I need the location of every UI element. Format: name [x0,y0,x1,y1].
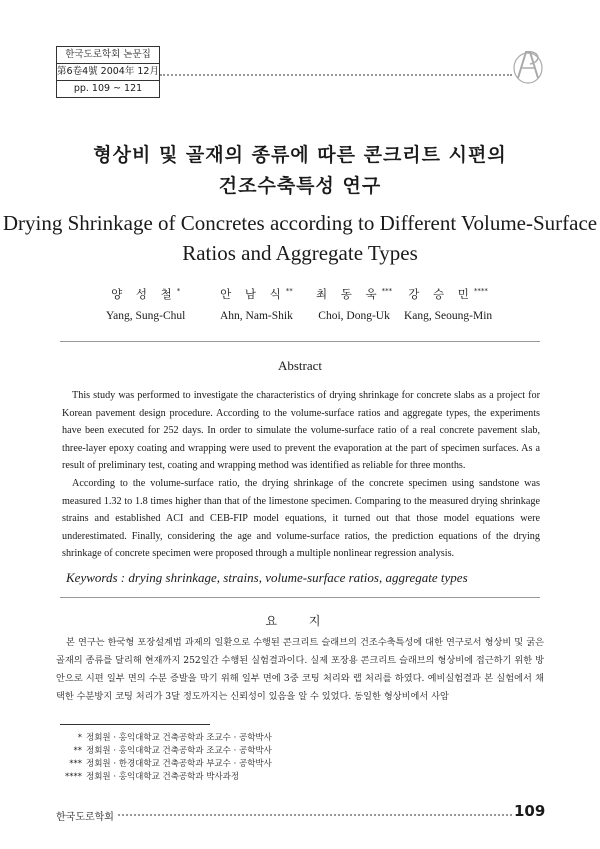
header-dotted-rule [160,74,512,76]
footnote [60,771,272,784]
journal-name: 한국도로학회 논문집 [57,47,159,64]
footer-society: 한국도로학회 [56,812,114,823]
author-english-name: Yang, Sung-Chul [106,310,186,322]
english-title-line-2: Ratios and Aggregate Types [182,241,418,265]
footnote-rule [60,724,210,725]
author-korean-name: 양 성 철 [111,287,177,301]
summary-paragraph: 본 연구는 한국형 포장설계법 과제의 일환으로 수행된 콘크리트 슬래브의 건조수축특성에 대한 연구로서 형상비 및 굵은 골재의 종류를 달리해 현재까지 252일간 수행된 실험결과이다. 실제 포장용 콘크리트 슬래브의 형상비에 접근하기 위한 방안으로 시편 일부 면의 수분 증발을 막기 위해 일부 면에 3중 코팅 처리와 랩 처리를 하였다. 예비실험결과 본 실험에서 채택한 수분방지 코팅 처리가 3달 정도까지는 신뢰성이 있음을 알 수 있었다. 동일한 형상비에서 사암 [56,637,544,702]
english-title [0,208,600,268]
abstract-bottom-rule [60,597,540,598]
journal-pages: pp. 109 ~ 121 [73,83,143,94]
abstract-heading: Abstract [277,358,323,373]
summary-heading: 요 지 [265,614,335,628]
author-1 [106,286,185,322]
footnote-text: 정회원 · 홍익대학교 건축공학과 박사과정 [86,772,240,782]
author-mark: * [176,287,181,296]
footnote-mark: ** [73,746,82,756]
korean-title [0,140,600,202]
author-mark: **** [473,287,488,296]
footer-dotted-rule [118,814,512,816]
footnote-text: 정회원 · 한경대학교 건축공학과 부교수 · 공학박사 [86,759,272,769]
society-logo-icon [510,44,546,86]
footnote-mark: *** [69,759,82,769]
abstract-body [62,387,540,563]
footnote-text: 정회원 · 홍익대학교 건축공학과 조교수 · 공학박사 [86,746,272,756]
abstract-paragraph: This study was performed to investigate the characteristics of drying shrinkage for concrete slabs as a project for Korean pavement design procedure. According to the volume-surface ratios and aggregate types, the experiments have been executed for 252 days. In order to simulate the volume-surface ratio of a real concrete pavement slab, three-layer epoxy coating and wrapping were used to prevent the evaporation at the part of specimen surfaces. As a result of preliminary test, coating and wrapping method was identified as reliable for three months. [62,390,540,472]
journal-volume: 第6卷4號 2004年 12月 [57,64,159,81]
author-korean-name: 최 동 욱 [316,287,382,301]
footnote [60,745,272,758]
abstract-top-rule [60,341,540,342]
author-korean-name: 강 승 민 [408,287,474,301]
author-korean-name: 안 남 식 [220,287,286,301]
footnote-text: 정회원 · 홍익대학교 건축공학과 조교수 · 공학박사 [86,733,272,743]
abstract-paragraph: According to the volume-surface ratio, the drying shrinkage of the concrete specimen using sandstone was measured 1.32 to 1.8 times higher than that of the limestone specimen. Comparing to the measured drying shrinkage strains and established ACI and CEB-FIP model equations, it turned out that those model equations were underestimated. Finally, considering the age and volume-surface ratios, the prediction equations of the drying shrinkage of concrete specimen were proposed through a multiple nonlinear regression analysis. [62,477,540,560]
summary-body [56,634,544,706]
journal-info-box [56,46,160,98]
author-3 [316,286,392,322]
page-number: 109 [514,802,546,820]
footnotes [60,732,272,784]
korean-title-line-1: 형상비 및 골재의 종류에 따른 콘크리트 시편의 [93,144,507,166]
footnote [60,758,272,771]
footnote-mark: * [77,733,82,743]
author-english-name: Ahn, Nam-Shik [220,310,293,322]
author-mark: ** [285,287,293,296]
author-2 [220,286,293,322]
korean-title-line-2: 건조수축특성 연구 [218,175,382,197]
author-english-name: Kang, Seoung-Min [404,310,493,322]
author-english-name: Choi, Dong-Uk [318,310,390,322]
author-mark: *** [381,287,393,296]
keywords: Keywords : drying shrinkage, strains, volume-surface ratios, aggregate types [66,570,468,585]
footnote-mark: **** [65,772,82,782]
english-title-line-1: Drying Shrinkage of Concretes according to Different Volume-Surface [2,211,598,235]
author-4 [404,286,492,322]
footnote [60,732,272,745]
